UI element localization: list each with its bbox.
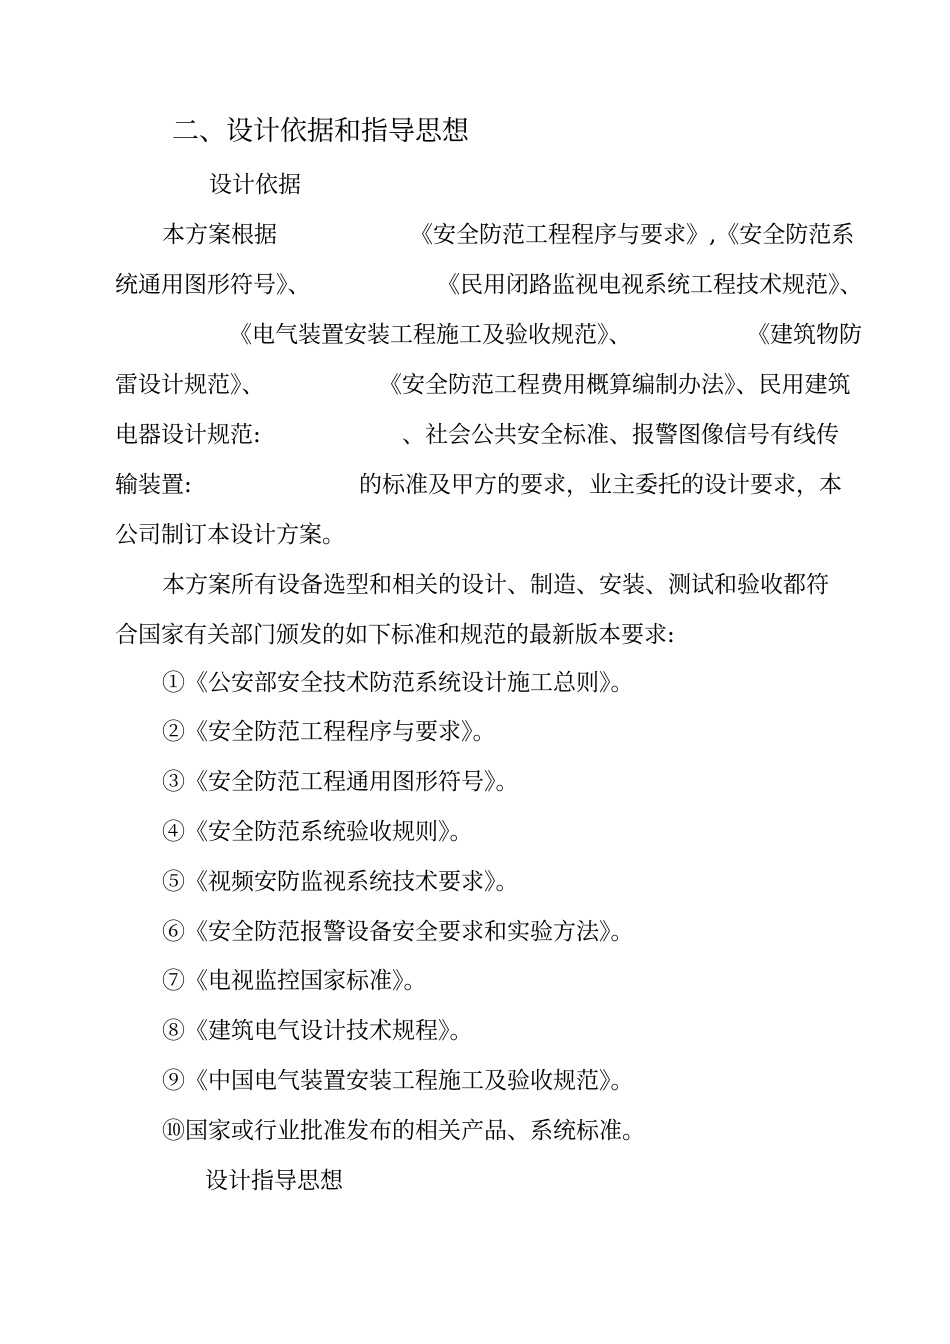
para1-line1 bbox=[162, 220, 855, 250]
para2-line1: 本方案所有设备选型和相关的设计、制造、安装、测试和验收都符 bbox=[162, 572, 829, 598]
standard-item: ③《安全防范工程通用图形符号》。 bbox=[162, 769, 519, 795]
subheading-design-guidance: 设计指导思想 bbox=[205, 1168, 343, 1194]
text-segment: 《电气装置安装工程施工及验收规范》、 bbox=[229, 322, 632, 348]
section-heading: 二、设计依据和指导思想 bbox=[172, 116, 469, 147]
para1-line4 bbox=[115, 370, 851, 400]
para1-line5 bbox=[115, 420, 839, 450]
text-segment: 《建筑物防 bbox=[747, 322, 862, 348]
para1-line3 bbox=[229, 320, 862, 350]
para1-line6 bbox=[115, 470, 842, 500]
standard-item: ④《安全防范系统验收规则》。 bbox=[162, 819, 473, 845]
para1-line7: 公司制订本设计方案。 bbox=[115, 522, 345, 548]
standard-item: ⑥《安全防范报警设备安全要求和实验方法》。 bbox=[162, 919, 634, 945]
text-segment: 输装置: bbox=[115, 472, 192, 498]
text-segment: 、社会公共安全标准、报警图像信号有线传 bbox=[402, 422, 839, 448]
text-segment: 《安全防范工程程序与要求》,《安全防范系 bbox=[410, 222, 855, 248]
standard-item: ⑤《视频安防监视系统技术要求》。 bbox=[162, 869, 519, 895]
text-segment: 雷设计规范》、 bbox=[115, 372, 265, 398]
para2-line2: 合国家有关部门颁发的如下标准和规范的最新版本要求: bbox=[115, 622, 675, 648]
text-segment: 统通用图形符号》、 bbox=[115, 272, 311, 298]
text-segment: 的标准及甲方的要求，业主委托的设计要求，本 bbox=[359, 472, 842, 498]
standard-item: ①《公安部安全技术防范系统设计施工总则》。 bbox=[162, 670, 634, 696]
text-segment: 《安全防范工程费用概算编制办法》、民用建筑 bbox=[379, 372, 851, 398]
text-segment: 本方案根据 bbox=[162, 222, 277, 248]
para1-line2 bbox=[115, 270, 863, 300]
standard-item: ②《安全防范工程程序与要求》。 bbox=[162, 719, 496, 745]
standard-item: ⑩国家或行业批准发布的相关产品、系统标准。 bbox=[162, 1118, 645, 1144]
subheading-design-basis: 设计依据 bbox=[209, 172, 301, 198]
standard-item: ⑧《建筑电气设计技术规程》。 bbox=[162, 1018, 473, 1044]
text-segment: 《民用闭路监视电视系统工程技术规范》、 bbox=[437, 272, 863, 298]
standard-item: ⑨《中国电气装置安装工程施工及验收规范》。 bbox=[162, 1068, 634, 1094]
standard-item: ⑦《电视监控国家标准》。 bbox=[162, 968, 427, 994]
text-segment: 电器设计规范: bbox=[115, 422, 261, 448]
